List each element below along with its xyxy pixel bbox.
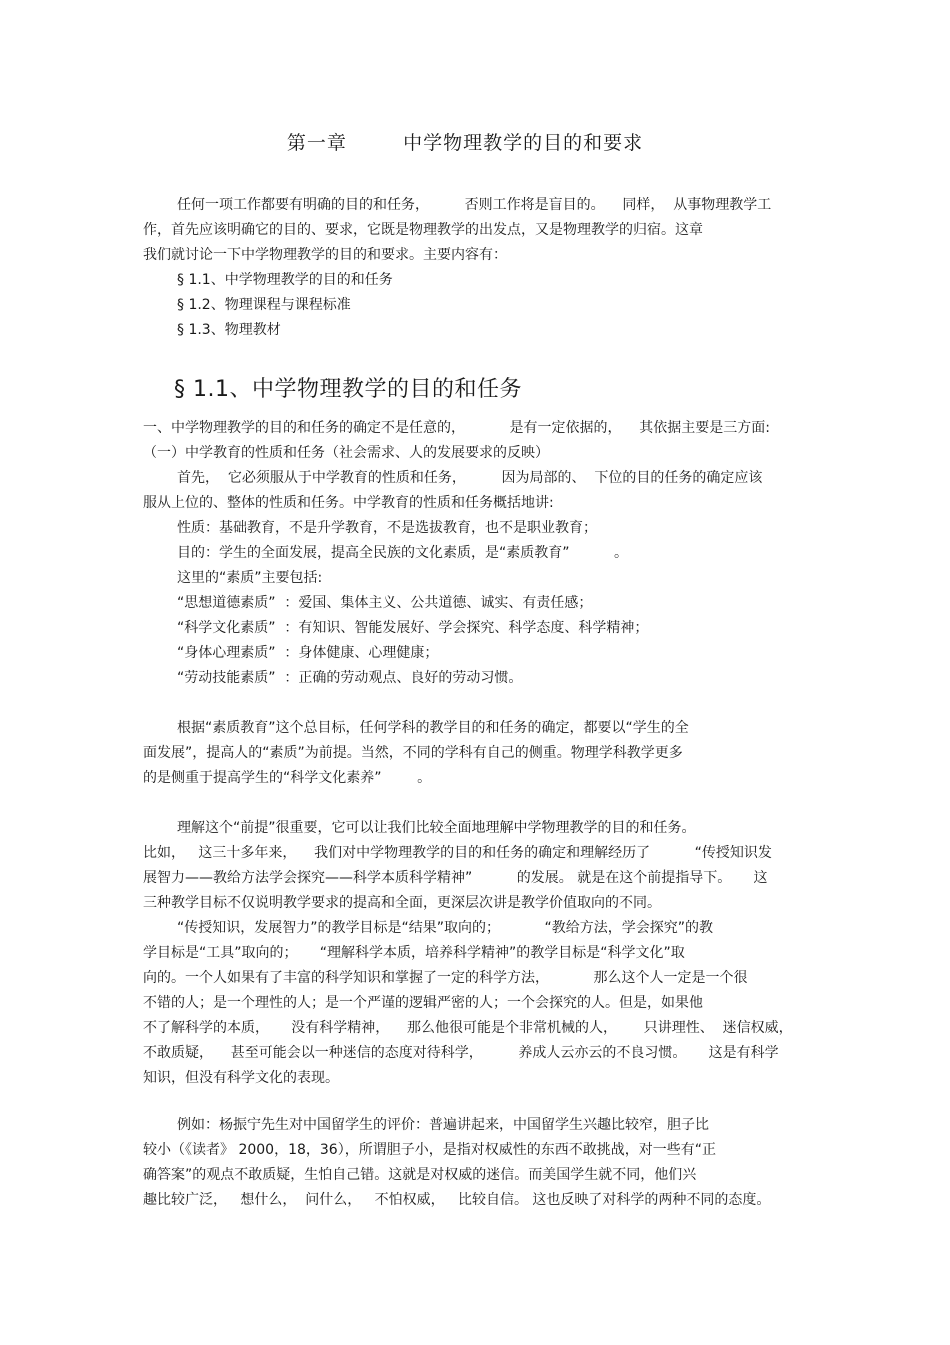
intro-paragraph: [143, 193, 808, 268]
example-paragraph: [143, 1113, 808, 1213]
text-line: 趣比较广泛， 想什么， 问什么， 不怕权威， 比较自信。 这也反映了对科学的两种不同的态度。: [143, 1192, 771, 1208]
text-line: 任何一项工作都要有明确的目的和任务， 否则工作将是盲目的。 同样， 从事物理教学工: [177, 197, 772, 213]
text-line: 作，首先应该明确它的目的、要求，它既是物理教学的出发点，又是物理教学的归宿。这章: [143, 222, 703, 238]
text-line: 一、中学物理教学的目的和任务的确定不是任意的， 是有一定依据的， 其依据主要是三方面:: [143, 420, 771, 436]
text-line: 向的。一个人如果有了丰富的科学知识和掌握了一定的科学方法， 那么这个人一定是一个很: [143, 970, 748, 986]
text-line: 比如， 这三十多年来， 我们对中学物理教学的目的和任务的确定和理解经历了 “传授知识发: [143, 845, 772, 861]
text-line: 性质：基础教育，不是升学教育，不是选拔教育，也不是职业教育；: [177, 520, 597, 536]
text-line: 知识，但没有科学文化的表现。: [143, 1070, 339, 1086]
quality-education-paragraph: [143, 716, 808, 791]
text-line: 不错的人；是一个理性的人；是一个严谨的逻辑严密的人；一个会探究的人。但是，如果他: [143, 995, 703, 1011]
text-line: 学目标是“工具”取向的； “理解科学本质，培养科学精神”的教学目标是“科学文化”取: [143, 945, 685, 961]
text-line: 理解这个“前提”很重要，它可以让我们比较全面地理解中学物理教学的目的和任务。: [177, 820, 696, 836]
text-line: 不敢质疑， 甚至可能会以一种迷信的态度对待科学， 养成人云亦云的不良习惯。 这是有科学: [143, 1045, 779, 1061]
basis-paragraph: [143, 416, 808, 691]
text-line: 较小（《读者》 2000，18，36），所谓胆子小，是指对权威性的东西不敢挑战，对一些有“正: [143, 1142, 716, 1158]
text-line: 三种教学目标不仅说明教学要求的提高和全面，更深层次讲是教学价值取向的不同。: [143, 895, 661, 911]
premise-paragraph: [143, 816, 808, 1091]
text-line: （一）中学教育的性质和任务（社会需求、人的发展要求的反映）: [143, 445, 549, 461]
text-line: 服从上位的、整体的性质和任务。中学教育的性质和任务概括地讲:: [143, 495, 554, 511]
text-line: 这里的“素质”主要包括:: [177, 570, 323, 586]
text-line: 不了解科学的本质， 没有科学精神， 那么他很可能是个非常机械的人， 只讲理性、 迷信权威，: [143, 1020, 793, 1036]
text-line: “传授知识，发展智力”的教学目标是“结果”取向的； “教给方法，学会探究”的教: [177, 920, 714, 936]
contents-item: § 1.1、中学物理教学的目的和任务: [177, 272, 393, 288]
section-title: § 1.1、中学物理教学的目的和任务: [174, 377, 522, 402]
text-line: 例如：杨振宁先生对中国留学生的评价：普遍讲起来，中国留学生兴趣比较窄，胆子比: [177, 1117, 709, 1133]
text-line: 展智力——教给方法学会探究——科学本质科学精神” 的发展。 就是在这个前提指导下。 这: [143, 870, 768, 886]
text-line: 确答案”的观点不敢质疑，生怕自己错。这就是对权威的迷信。而美国学生就不同，他们兴: [143, 1167, 697, 1183]
text-line: 我们就讨论一下中学物理教学的目的和要求。主要内容有：: [143, 247, 507, 263]
contents-item: § 1.3、物理教材: [177, 322, 281, 338]
text-line: 目的：学生的全面发展，提高全民族的文化素质，是“素质教育” 。: [177, 545, 629, 561]
text-line: “身体心理素质” ：身体健康、心理健康；: [177, 645, 439, 661]
contents-list: [177, 268, 393, 343]
text-line: “劳动技能素质” ：正确的劳动观点、良好的劳动习惯。: [177, 670, 523, 686]
text-line: 首先， 它必须服从于中学教育的性质和任务， 因为局部的、 下位的目的任务的确定应该: [177, 470, 763, 486]
text-line: 面发展”，提高人的“素质”为前提。当然，不同的学科有自己的侧重。物理学科教学更多: [143, 745, 683, 761]
text-line: “科学文化素质” ：有知识、智能发展好、学会探究、科学态度、科学精神；: [177, 620, 649, 636]
text-line: 根据“素质教育”这个总目标，任何学科的教学目的和任务的确定，都要以“学生的全: [177, 720, 689, 736]
text-line: “思想道德素质” ：爱国、集体主义、公共道德、诚实、有责任感；: [177, 595, 593, 611]
contents-item: § 1.2、物理课程与课程标准: [177, 297, 351, 313]
text-line: 的是侧重于提高学生的“科学文化素养” 。: [143, 770, 432, 786]
chapter-title: 第一章 中学物理教学的目的和要求: [286, 132, 644, 154]
